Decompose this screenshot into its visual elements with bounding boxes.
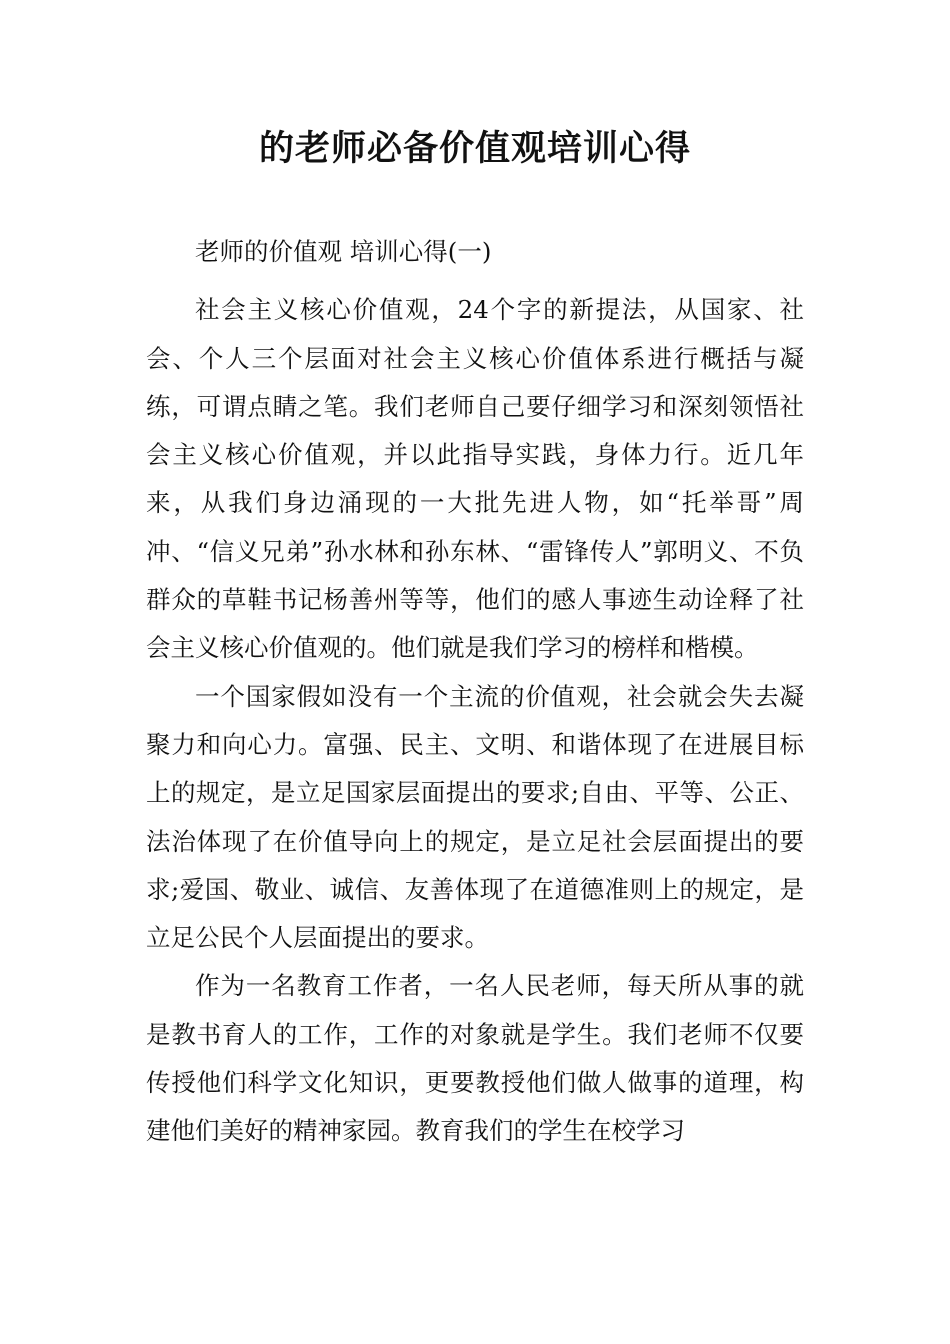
paragraph-3: 作为一名教育工作者，一名人民老师，每天所从事的就是教书育人的工作，工作的对象就是学生。我们老师不仅要传授他们科学文化知识，更要教授他们做人做事的道理，构建他们美好的精神家园。教育我们的学生在校学习 bbox=[146, 971, 804, 1146]
document-body bbox=[146, 228, 804, 1156]
section-heading: 老师的价值观 培训心得(一) bbox=[195, 237, 492, 266]
paragraph-2: 一个国家假如没有一个主流的价值观，社会就会失去凝聚力和向心力。富强、民主、文明、和谐体现了在进展目标上的规定，是立足国家层面提出的要求;自由、平等、公正、法治体现了在价值导向上的规定，是立足社会层面提出的要求;爱国、敬业、诚信、友善体现了在道德准则上的规定，是立足公民个人层面提出的要求。 bbox=[146, 681, 804, 953]
paragraph-1: 社会主义核心价值观，24个字的新提法，从国家、社会、个人三个层面对社会主义核心价值体系进行概括与凝练，可谓点睛之笔。我们老师自己要仔细学习和深刻领悟社会主义核心价值观，并以此指导实践，身体力行。近几年来，从我们身边涌现的一大批先进人物，如“托举哥”周冲、“信义兄弟”孙水林和孙东林、“雷锋传人”郭明义、不负群众的草鞋书记杨善州等等，他们的感人事迹生动诠释了社会主义核心价值观的。他们就是我们学习的榜样和楷模。 bbox=[146, 295, 804, 663]
document-title: 的老师必备价值观培训心得 bbox=[258, 129, 691, 169]
